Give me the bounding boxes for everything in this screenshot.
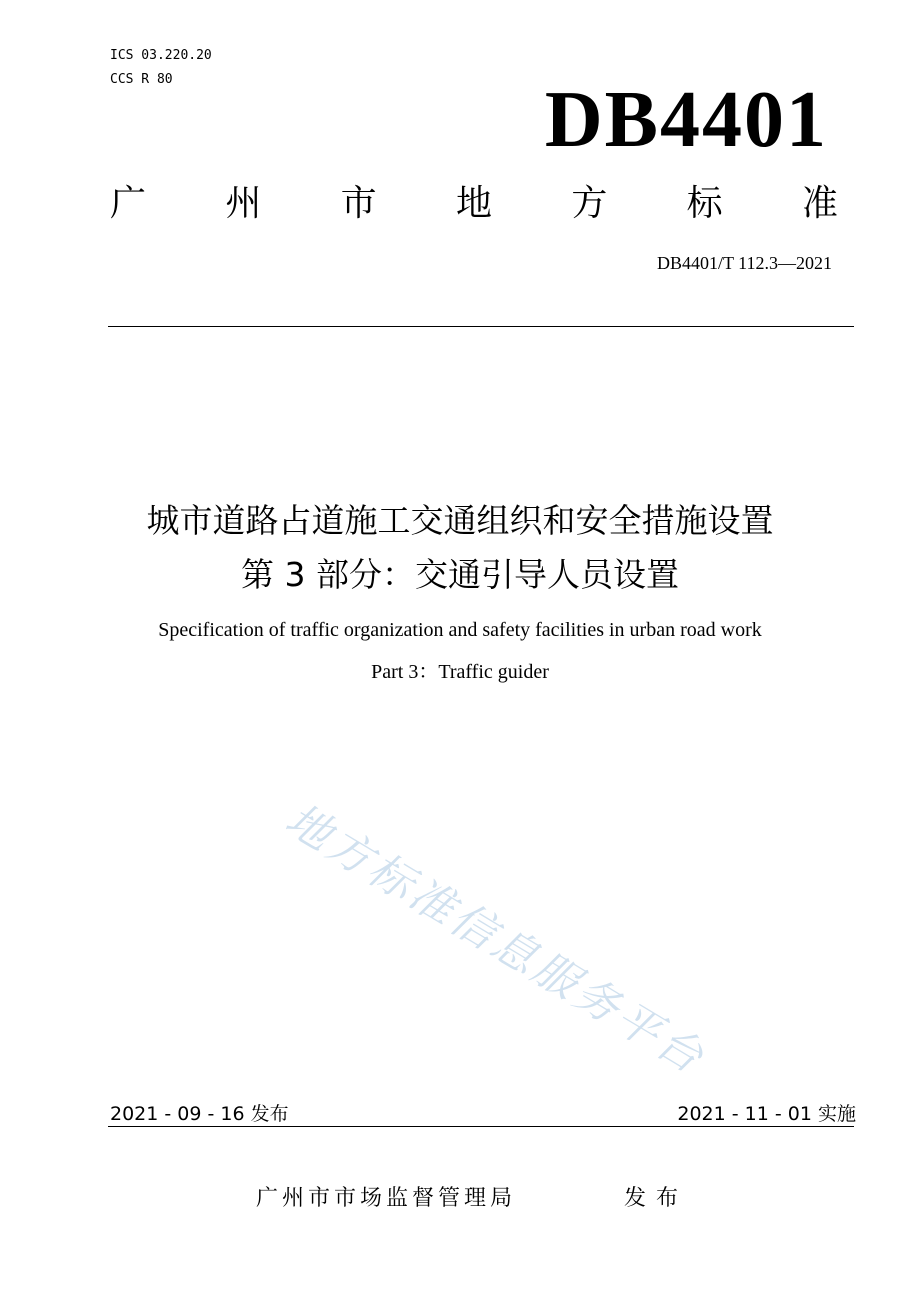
standard-type-char: 广 — [110, 183, 147, 224]
watermark: 地方标准信息服务平台 — [276, 793, 715, 1085]
ics-code: ICS 03.220.20 — [110, 48, 212, 63]
issue-date: 2021 - 09 - 16 发布 — [110, 1103, 289, 1125]
title-english-line-1: Specification of traffic organization and safety facilities in urban road work — [158, 619, 762, 641]
document-number: DB4401/T 112.3—2021 — [656, 253, 832, 273]
header-divider — [108, 326, 854, 327]
title-english-line-2: Part 3：Traffic guider — [371, 661, 549, 683]
standard-type-char: 准 — [801, 183, 838, 224]
footer-divider — [108, 1126, 854, 1127]
standard-type-char: 州 — [225, 183, 262, 224]
standard-type — [110, 182, 838, 226]
standard-type-char: 地 — [455, 183, 492, 224]
standard-type-char: 市 — [340, 183, 377, 224]
title-chinese-line-1: 城市道路占道施工交通组织和安全措施设置 — [146, 501, 774, 540]
standard-code: DB4401 — [544, 76, 828, 164]
ccs-code: CCS R 80 — [110, 72, 173, 87]
standard-type-char: 方 — [571, 183, 608, 224]
publish-label: 发布 — [624, 1186, 689, 1211]
publisher: 广州市市场监督管理局 — [256, 1186, 517, 1211]
title-chinese-line-2: 第 3 部分：交通引导人员设置 — [241, 555, 679, 594]
standard-type-char: 标 — [686, 183, 723, 224]
implementation-date: 2021 - 11 - 01 实施 — [677, 1103, 856, 1125]
